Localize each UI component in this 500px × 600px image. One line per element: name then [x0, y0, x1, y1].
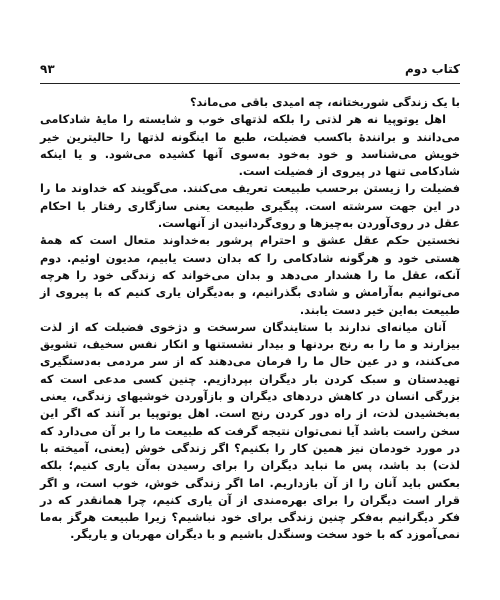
- page-number: ۹۳: [40, 62, 55, 76]
- header-rule: [40, 83, 460, 84]
- book-section-title: کتاب دوم: [404, 62, 460, 76]
- paragraph-4: نخستین حکم عقل عشق و احترام پرشور به‌خداوند متعال است که همهٔ هستی خود و هرگونه شادکامی را که بدان دست یابیم، مدیون اوئیم. دوم آنکه، عقل ما را هشدار می‌دهد و بدان می‌خواند که زندگی خود را هرچه می‌توانیم به‌آرامش و شادی بگذرانیم، و به‌دیگران یاری کنیم که با پیروی از طبیعت به‌این خیر دست یابند.: [40, 234, 460, 317]
- running-header: [40, 58, 460, 80]
- paragraph-5: آنان میانه‌ای ندارند با ستایندگان سرسخت و دژخوی فضیلت که از لذت بیزارند و ما را به رنج بردنها و بیدار نشستنها و انکار نفس سخیف، تشویق می‌کنند، و در عین حال ما را فرمان می‌دهند که از سر مردمی به‌دستگیری تهیدستان و سبک کردن بار دیگران بپردازیم. چنین کسی مدعی است که بزرگی انسان در کاهش دردهای دیگران و بازآوردن خوشیهای زندگی، یعنی به‌بخشیدن لذت، از راه دور کردن رنج است. اهل یوتوپیا بر آنند که اگر این سخن راست باشد آیا نمی‌توان نتیجه گرفت که طبیعت ما را بر آن می‌دارد که در مورد خودمان نیز همین کار را بکنیم؟ اگر زندگی خوش (یعنی، آمیخته با لذت) بد باشد، پس ما نباید دیگران را برای رسیدن به‌آن یاری کنیم؛ بلکه بعکس باید آنان را از آن بازداریم. اما اگر زندگی خوش، خوب است، و اگر قرار است دیگران را برای بهره‌مندی از آن یاری کنیم، چرا همانقدر که در فکر دیگرانیم به‌فکر چنین زندگی برای خود نباشیم؟ زیرا طبیعت هرگز به‌ما نمی‌آموزد که با خود سخت وسنگدل باشیم و با دیگران مهربان و یاریگر.: [40, 320, 460, 542]
- paragraph-3: فضیلت را زیستن برحسب طبیعت تعریف می‌کنند. می‌گویند که خداوند ما را در این جهت سرشته است. پیگیری طبیعت یعنی سازگاری رفتار با احکام عقل در روی‌آوردن به‌چیزها و روی‌گردانیدن از آنهاست.: [40, 182, 460, 231]
- paragraph-2: اهل یوتوپیا نه هر لذتی را بلکه لذتهای خوب و شایسته را مایهٔ شادکامی می‌دانند و برانندهٔ باکسب فضیلت، طبع ما اینگونه لذتها را حالیترین خیر خویش می‌شناسد و خود به‌خود به‌سوی آنها کشیده می‌شود. و یا اینکه شادکامی تنها در پیروی از فضیلت است.: [40, 113, 460, 179]
- body-text: [40, 94, 460, 544]
- paragraph-1: با یک زندگی شوربختانه، چه امیدی باقی می‌ماند؟: [189, 96, 460, 109]
